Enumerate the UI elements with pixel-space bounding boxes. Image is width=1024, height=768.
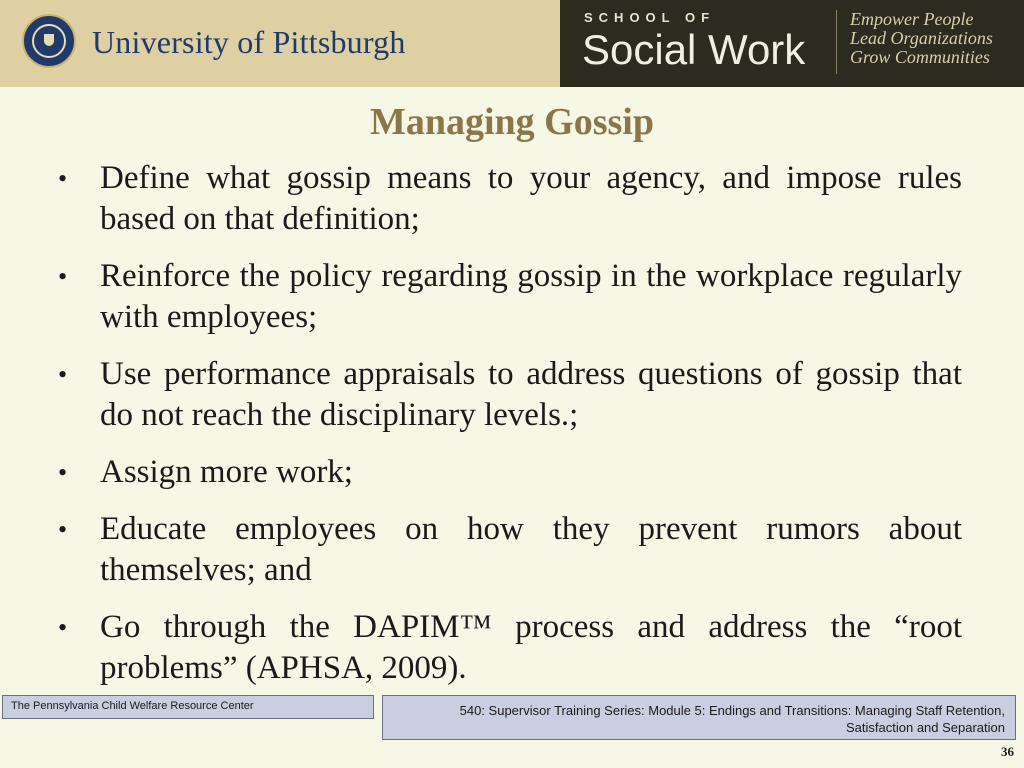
university-name: University of Pittsburgh xyxy=(92,24,406,60)
bullet-list xyxy=(56,158,962,705)
bullet-text: Go through the DAPIM™ process and address the “root problems” (APHSA, 2009). xyxy=(100,609,962,686)
footer-course-line: Satisfaction and Separation xyxy=(846,720,1005,735)
bullet-dot-icon: • xyxy=(58,262,68,291)
social-work-label: Social Work xyxy=(582,26,806,73)
bullet-text: Reinforce the policy regarding gossip in the workplace regularly with employees; xyxy=(100,258,962,335)
bullet-dot-icon: • xyxy=(58,515,68,544)
bullet-item xyxy=(56,509,962,591)
bullet-item xyxy=(56,158,962,240)
footer-organization: The Pennsylvania Child Welfare Resource Center xyxy=(2,695,374,719)
bullet-text: Assign more work; xyxy=(100,454,353,490)
banner-divider xyxy=(836,10,837,74)
header-school-banner xyxy=(560,0,1024,87)
bullet-text: Use performance appraisals to address questions of gossip that do not reach the disciplinary levels.; xyxy=(100,356,962,433)
seal-shield-icon xyxy=(44,34,54,46)
footer-course-info xyxy=(382,695,1016,740)
school-tagline xyxy=(850,10,993,67)
bullet-item xyxy=(56,256,962,338)
school-of-label: SCHOOL OF xyxy=(584,10,716,25)
bullet-dot-icon: • xyxy=(58,164,68,193)
tagline-line: Lead Organizations xyxy=(850,28,993,48)
tagline-line: Empower People xyxy=(850,9,974,29)
footer-course-line: 540: Supervisor Training Series: Module 5: Endings and Transitions: Managing Staff Retention, xyxy=(459,703,1005,718)
header-university-banner xyxy=(0,0,560,87)
university-seal-logo xyxy=(22,14,76,68)
bullet-text: Educate employees on how they prevent rumors about themselves; and xyxy=(100,511,962,588)
bullet-item xyxy=(56,607,962,689)
bullet-dot-icon: • xyxy=(58,458,68,487)
bullet-text: Define what gossip means to your agency, and impose rules based on that definition; xyxy=(100,160,962,237)
bullet-item xyxy=(56,452,962,493)
tagline-line: Grow Communities xyxy=(850,47,990,67)
bullet-dot-icon: • xyxy=(58,360,68,389)
bullet-dot-icon: • xyxy=(58,613,68,642)
page-number: 36 xyxy=(1001,744,1014,759)
seal-ring xyxy=(32,24,66,58)
slide-title: Managing Gossip xyxy=(369,101,655,143)
bullet-item xyxy=(56,354,962,436)
